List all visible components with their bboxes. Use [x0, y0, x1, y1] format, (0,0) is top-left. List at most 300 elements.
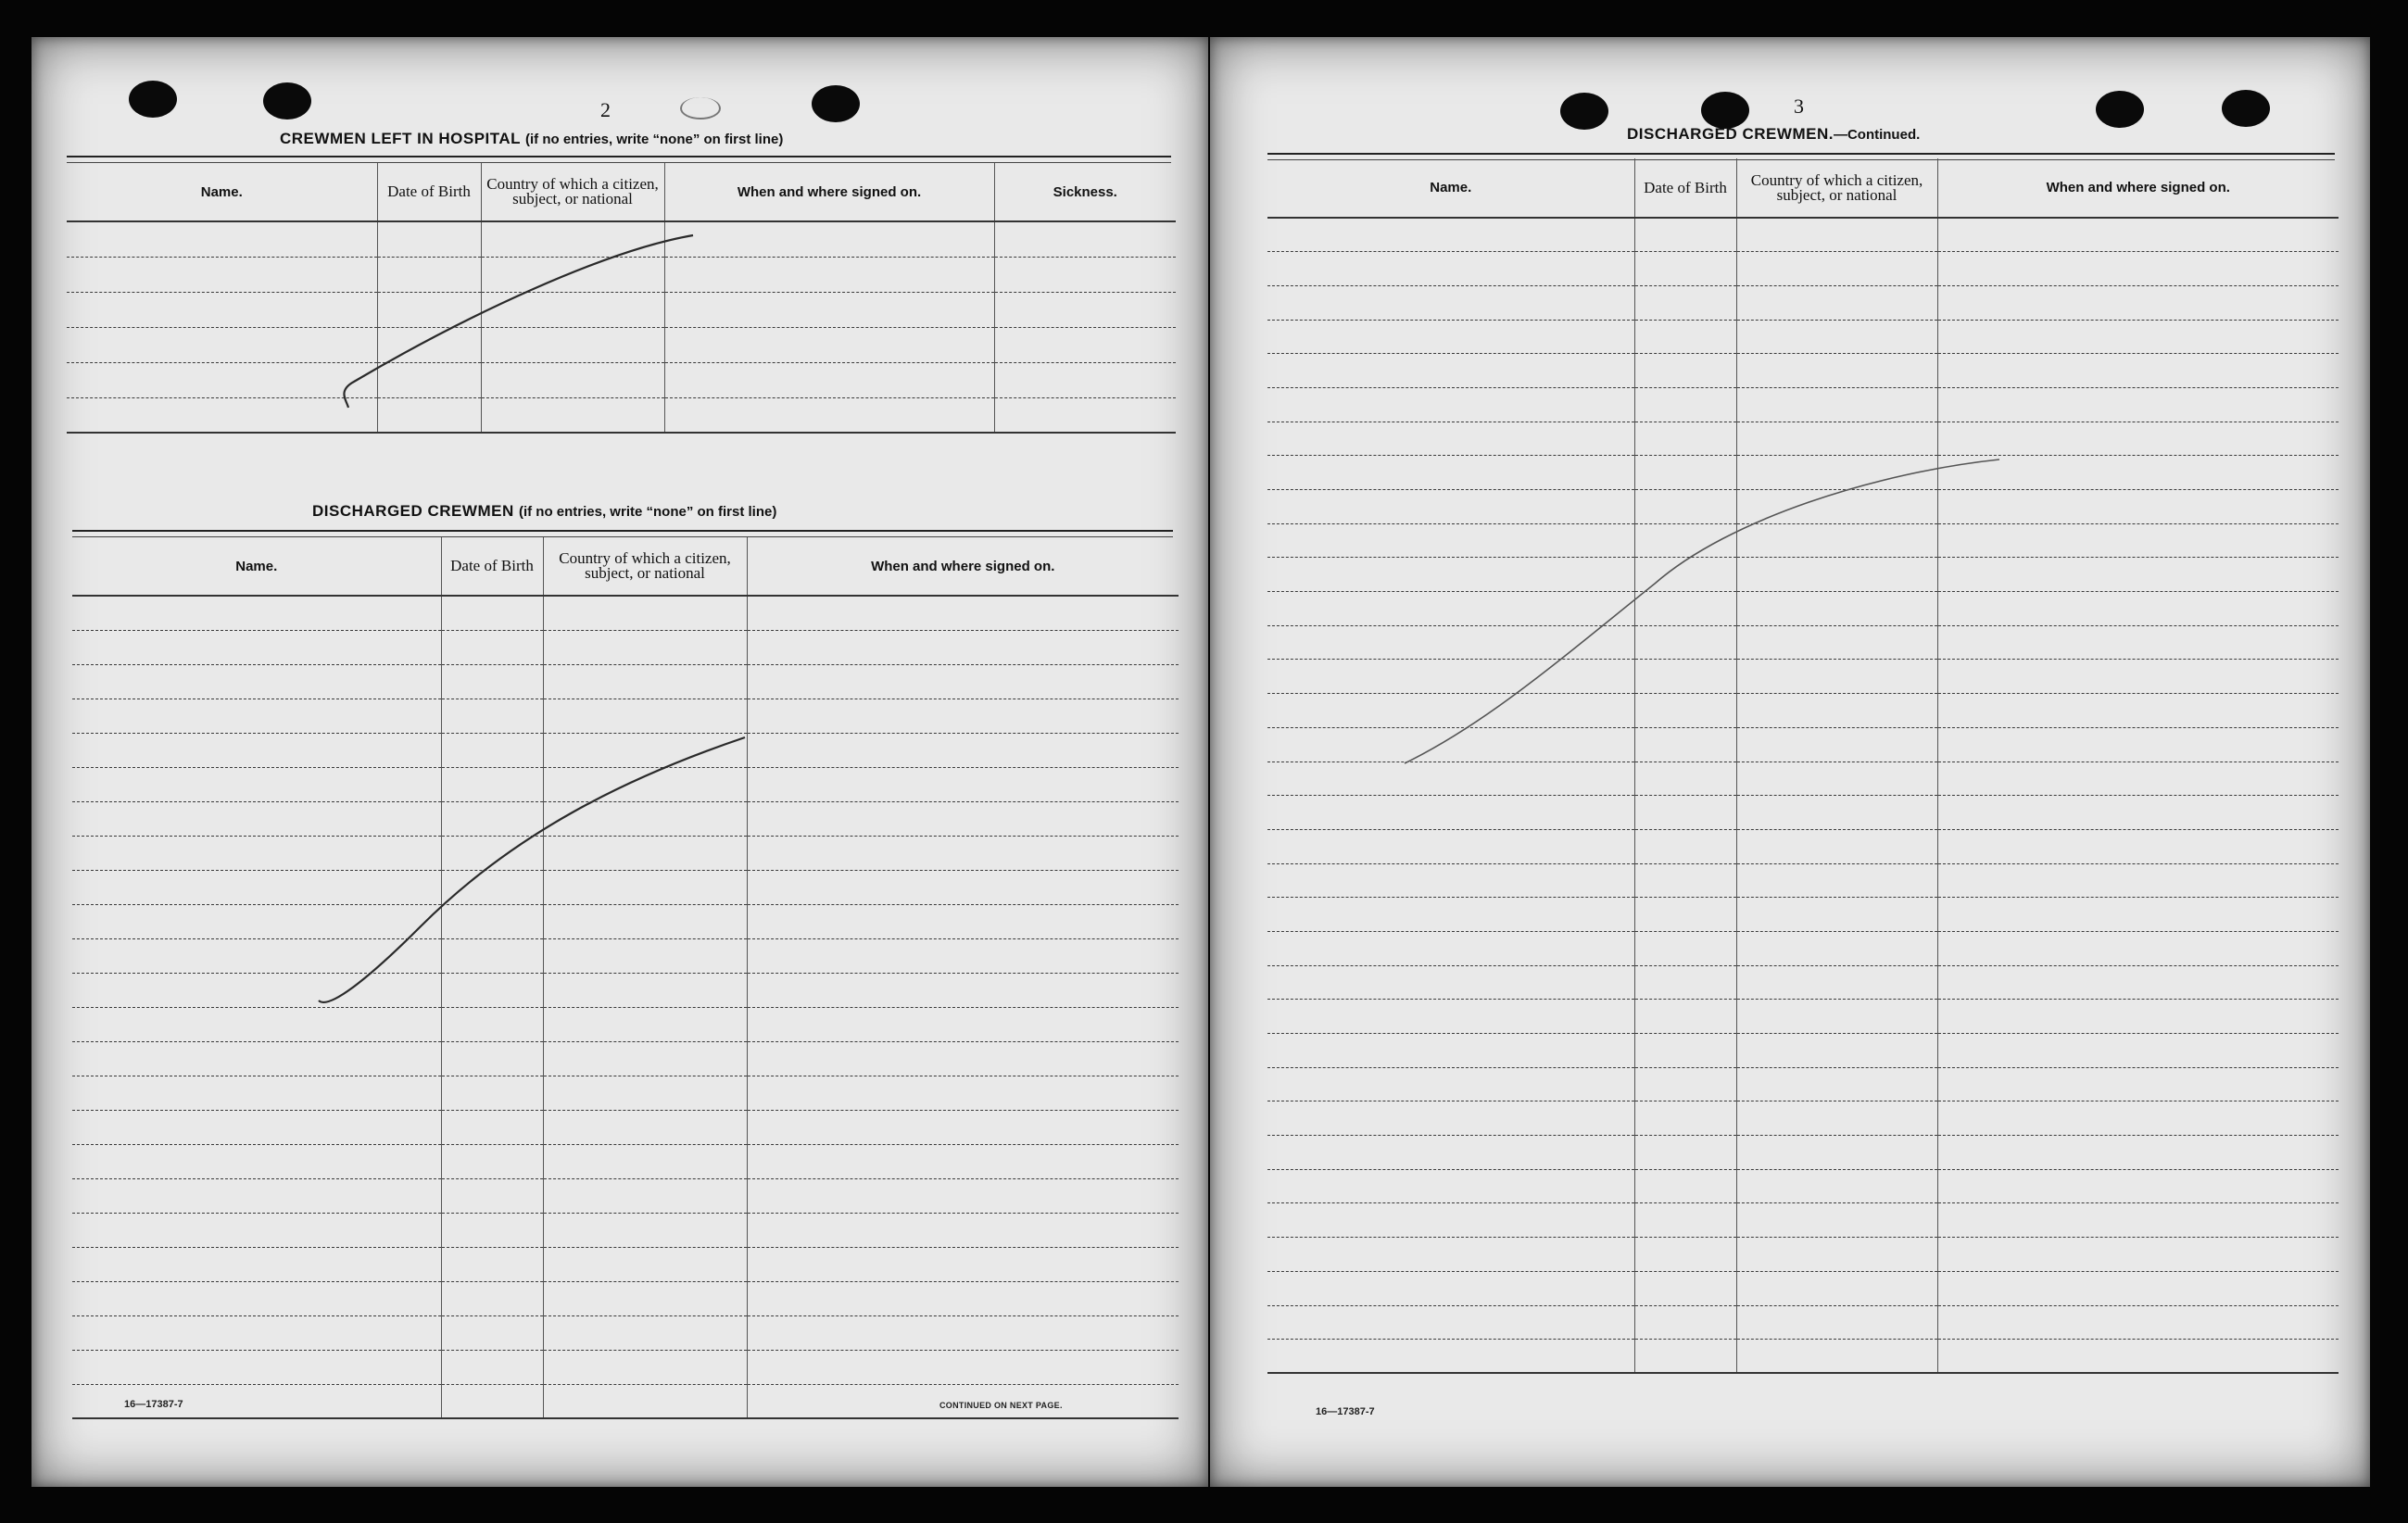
blank-entry-cell	[1267, 762, 1634, 796]
blank-entry-row	[1267, 1271, 2339, 1305]
blank-entry-cell	[1267, 456, 1634, 490]
blank-entry-cell	[543, 1178, 747, 1213]
blank-entry-row	[1267, 558, 2339, 592]
blank-entry-cell	[1267, 422, 1634, 456]
blank-entry-cell	[1267, 1169, 1634, 1203]
blank-entry-cell	[72, 630, 441, 664]
blank-entry-cell	[1937, 694, 2339, 728]
header-rule	[72, 530, 1173, 537]
punch-hole-icon	[1560, 93, 1608, 130]
blank-entry-cell	[441, 630, 543, 664]
blank-entry-row	[67, 292, 1176, 327]
blank-entry-cell	[543, 630, 747, 664]
blank-entry-cell	[72, 1041, 441, 1076]
blank-entry-row	[67, 362, 1176, 397]
blank-entry-cell	[1736, 694, 1937, 728]
blank-entry-cell	[1937, 1203, 2339, 1238]
blank-entry-row	[1267, 592, 2339, 626]
blank-entry-cell	[1736, 762, 1937, 796]
blank-entry-cell	[543, 973, 747, 1007]
blank-entry-row	[1267, 965, 2339, 1000]
blank-entry-row	[72, 801, 1179, 836]
blank-entry-cell	[1267, 252, 1634, 286]
blank-entry-cell	[1634, 1271, 1736, 1305]
blank-entry-row	[72, 1076, 1179, 1110]
form-number: 16—17387-7	[124, 1399, 183, 1410]
column-header-date-of-birth: Date of Birth	[1634, 158, 1736, 218]
blank-entry-cell	[441, 1213, 543, 1247]
blank-entry-row	[72, 699, 1179, 733]
blank-entry-cell	[1937, 1000, 2339, 1034]
blank-entry-cell	[994, 257, 1176, 292]
blank-entry-cell	[1634, 898, 1736, 932]
blank-entry-cell	[1736, 660, 1937, 694]
blank-entry-cell	[1937, 965, 2339, 1000]
blank-entry-cell	[1634, 829, 1736, 863]
blank-entry-cell	[72, 596, 441, 630]
blank-entry-row	[1267, 1136, 2339, 1170]
blank-entry-cell	[481, 362, 664, 397]
blank-entry-cell	[441, 767, 543, 801]
blank-entry-cell	[1634, 490, 1736, 524]
blank-entry-cell	[72, 973, 441, 1007]
blank-entry-cell	[1267, 965, 1634, 1000]
blank-entry-cell	[1937, 1271, 2339, 1305]
punch-hole-icon	[2096, 91, 2144, 128]
blank-entry-cell	[1937, 898, 2339, 932]
blank-entry-cell	[1267, 1271, 1634, 1305]
blank-entry-cell	[377, 327, 481, 362]
blank-entry-cell	[1267, 1101, 1634, 1136]
punch-hole-icon	[263, 82, 311, 120]
blank-entry-cell	[1937, 252, 2339, 286]
blank-entry-cell	[441, 801, 543, 836]
left-page	[32, 37, 1208, 1487]
section-title	[1627, 125, 1920, 144]
blank-entry-cell	[1736, 354, 1937, 388]
blank-entry-cell	[481, 221, 664, 257]
blank-entry-cell	[1736, 422, 1937, 456]
blank-entry-cell	[441, 1178, 543, 1213]
blank-entry-cell	[377, 362, 481, 397]
blank-entry-cell	[441, 1041, 543, 1076]
blank-entry-cell	[1267, 727, 1634, 762]
blank-entry-cell	[1634, 523, 1736, 558]
form-number: 16—17387-7	[1316, 1406, 1375, 1417]
blank-entry-cell	[67, 257, 377, 292]
blank-entry-row	[72, 1178, 1179, 1213]
blank-entry-cell	[1267, 1203, 1634, 1238]
header-rule	[67, 156, 1171, 163]
blank-entry-cell	[1736, 1136, 1937, 1170]
blank-entry-cell	[441, 938, 543, 973]
column-header-date-of-birth: Date of Birth	[441, 537, 543, 596]
blank-entry-cell	[1634, 625, 1736, 660]
blank-entry-cell	[543, 767, 747, 801]
blank-entry-cell	[747, 699, 1179, 733]
blank-entry-row	[67, 221, 1176, 257]
blank-entry-row	[1267, 660, 2339, 694]
blank-entry-row	[1267, 1203, 2339, 1238]
blank-entry-cell	[747, 938, 1179, 973]
blank-entry-cell	[1937, 456, 2339, 490]
blank-entry-cell	[1736, 1169, 1937, 1203]
section-heading: DISCHARGED CREWMEN.	[1627, 125, 1834, 143]
blank-entry-cell	[1634, 1305, 1736, 1340]
blank-entry-cell	[1736, 285, 1937, 320]
blank-entry-cell	[1736, 1000, 1937, 1034]
blank-entry-cell	[1937, 1101, 2339, 1136]
blank-entry-cell	[1267, 1305, 1634, 1340]
blank-entry-cell	[1267, 1238, 1634, 1272]
blank-entry-cell	[1736, 387, 1937, 422]
hospital-table	[67, 163, 1176, 434]
blank-entry-cell	[1267, 863, 1634, 898]
blank-entry-cell	[1634, 1238, 1736, 1272]
blank-entry-cell	[1937, 1136, 2339, 1170]
blank-entry-cell	[664, 362, 994, 397]
blank-entry-row	[1267, 762, 2339, 796]
blank-entry-cell	[747, 1041, 1179, 1076]
blank-entry-row	[72, 836, 1179, 870]
blank-entry-cell	[1634, 965, 1736, 1000]
discharged-section-note: (if no entries, write “none” on first line)	[518, 504, 777, 520]
blank-entry-cell	[1937, 1305, 2339, 1340]
blank-entry-cell	[747, 1350, 1179, 1384]
blank-entry-cell	[1736, 829, 1937, 863]
blank-entry-cell	[72, 1007, 441, 1041]
discharged-section-title	[312, 502, 776, 521]
column-header-signed-on: When and where signed on.	[747, 537, 1179, 596]
blank-entry-cell	[1937, 1169, 2339, 1203]
blank-entry-cell	[543, 1350, 747, 1384]
blank-entry-cell	[747, 1007, 1179, 1041]
blank-entry-cell	[1736, 1203, 1937, 1238]
blank-entry-cell	[1267, 320, 1634, 354]
blank-entry-cell	[1634, 727, 1736, 762]
blank-entry-row	[1267, 727, 2339, 762]
blank-entry-cell	[67, 397, 377, 433]
blank-entry-cell	[377, 221, 481, 257]
blank-entry-cell	[1937, 727, 2339, 762]
blank-entry-cell	[1634, 694, 1736, 728]
blank-entry-cell	[543, 836, 747, 870]
section-heading-suffix: —Continued.	[1833, 127, 1921, 143]
blank-entry-cell	[1267, 898, 1634, 932]
blank-entry-cell	[1267, 285, 1634, 320]
blank-entry-cell	[441, 596, 543, 630]
blank-entry-cell	[543, 870, 747, 904]
column-header-name: Name.	[67, 163, 377, 221]
blank-entry-row	[1267, 523, 2339, 558]
blank-entry-cell	[1736, 320, 1937, 354]
blank-entry-cell	[481, 327, 664, 362]
blank-entry-cell	[441, 1281, 543, 1315]
blank-entry-cell	[747, 1178, 1179, 1213]
punch-hole-icon	[680, 97, 721, 120]
blank-entry-cell	[72, 801, 441, 836]
blank-entry-cell	[1937, 320, 2339, 354]
blank-entry-cell	[1736, 1238, 1937, 1272]
punch-hole-icon	[129, 81, 177, 118]
blank-entry-cell	[1937, 1340, 2339, 1374]
blank-entry-cell	[543, 1144, 747, 1178]
blank-entry-cell	[1736, 727, 1937, 762]
blank-entry-cell	[72, 836, 441, 870]
blank-entry-cell	[543, 938, 747, 973]
blank-entry-cell	[1937, 863, 2339, 898]
blank-entry-cell	[543, 1110, 747, 1144]
blank-entry-cell	[1634, 1340, 1736, 1374]
blank-entry-cell	[72, 938, 441, 973]
blank-entry-cell	[441, 1007, 543, 1041]
blank-entry-cell	[543, 1315, 747, 1350]
blank-entry-cell	[747, 1247, 1179, 1281]
hospital-section-heading: CREWMEN LEFT IN HOSPITAL	[280, 130, 521, 147]
blank-entry-row	[72, 904, 1179, 938]
blank-entry-cell	[1634, 252, 1736, 286]
blank-entry-row	[72, 1144, 1179, 1178]
blank-entry-cell	[1267, 796, 1634, 830]
blank-entry-cell	[747, 1281, 1179, 1315]
blank-entry-cell	[441, 699, 543, 733]
hospital-section-note: (if no entries, write “none” on first line)	[525, 132, 784, 147]
blank-entry-cell	[747, 1110, 1179, 1144]
blank-entry-cell	[1267, 592, 1634, 626]
blank-entry-cell	[1736, 965, 1937, 1000]
blank-entry-cell	[67, 221, 377, 257]
blank-entry-cell	[1267, 1340, 1634, 1374]
blank-entry-cell	[1736, 625, 1937, 660]
blank-entry-row	[1267, 1340, 2339, 1374]
blank-entry-row	[1267, 829, 2339, 863]
blank-entry-cell	[994, 292, 1176, 327]
blank-entry-cell	[664, 397, 994, 433]
blank-entry-row	[1267, 354, 2339, 388]
blank-entry-row	[1267, 320, 2339, 354]
blank-entry-cell	[1634, 931, 1736, 965]
blank-entry-cell	[664, 221, 994, 257]
blank-entry-cell	[72, 1076, 441, 1110]
blank-entry-row	[1267, 1169, 2339, 1203]
blank-entry-row	[72, 767, 1179, 801]
blank-entry-cell	[1937, 762, 2339, 796]
blank-entry-cell	[72, 733, 441, 767]
blank-entry-cell	[441, 870, 543, 904]
blank-entry-cell	[543, 733, 747, 767]
blank-entry-row	[1267, 252, 2339, 286]
blank-entry-cell	[543, 1076, 747, 1110]
blank-entry-cell	[543, 596, 747, 630]
blank-entry-cell	[441, 1384, 543, 1418]
column-header-name: Name.	[72, 537, 441, 596]
blank-entry-cell	[1937, 354, 2339, 388]
blank-entry-row	[1267, 1101, 2339, 1136]
blank-entry-cell	[1937, 285, 2339, 320]
blank-entry-cell	[1736, 796, 1937, 830]
blank-entry-cell	[747, 904, 1179, 938]
blank-entry-cell	[747, 1213, 1179, 1247]
blank-entry-cell	[747, 1076, 1179, 1110]
blank-entry-cell	[1736, 863, 1937, 898]
blank-entry-row	[72, 1315, 1179, 1350]
discharged-continued-table	[1267, 158, 2339, 1374]
blank-entry-row	[1267, 1305, 2339, 1340]
blank-entry-row	[72, 1213, 1179, 1247]
right-page	[1210, 37, 2370, 1487]
blank-entry-cell	[664, 327, 994, 362]
blank-entry-cell	[1267, 218, 1634, 252]
blank-entry-cell	[1267, 829, 1634, 863]
blank-entry-cell	[747, 1144, 1179, 1178]
blank-entry-cell	[441, 1076, 543, 1110]
blank-entry-cell	[72, 1350, 441, 1384]
blank-entry-cell	[1937, 931, 2339, 965]
blank-entry-cell	[441, 664, 543, 699]
blank-entry-row	[1267, 490, 2339, 524]
blank-entry-cell	[1736, 490, 1937, 524]
blank-entry-cell	[72, 1110, 441, 1144]
blank-entry-cell	[441, 1144, 543, 1178]
blank-entry-cell	[441, 836, 543, 870]
blank-entry-row	[67, 327, 1176, 362]
page-number: 2	[600, 98, 611, 121]
column-header-signed-on: When and where signed on.	[1937, 158, 2339, 218]
blank-entry-cell	[1267, 625, 1634, 660]
blank-entry-cell	[1634, 387, 1736, 422]
blank-entry-cell	[1634, 1136, 1736, 1170]
blank-entry-cell	[1634, 218, 1736, 252]
blank-entry-cell	[1736, 1340, 1937, 1374]
column-header-signed-on: When and where signed on.	[664, 163, 994, 221]
blank-entry-cell	[1634, 422, 1736, 456]
blank-entry-cell	[543, 699, 747, 733]
blank-entry-cell	[1634, 354, 1736, 388]
blank-entry-cell	[72, 870, 441, 904]
blank-entry-cell	[1937, 660, 2339, 694]
blank-entry-cell	[747, 733, 1179, 767]
blank-entry-cell	[1634, 592, 1736, 626]
hospital-section-title	[280, 130, 783, 148]
continued-note: CONTINUED ON NEXT PAGE.	[939, 1401, 1063, 1410]
blank-entry-row	[1267, 1067, 2339, 1101]
blank-entry-cell	[543, 664, 747, 699]
blank-entry-cell	[1736, 898, 1937, 932]
blank-entry-cell	[1267, 558, 1634, 592]
blank-entry-cell	[67, 362, 377, 397]
blank-entry-row	[72, 630, 1179, 664]
blank-entry-cell	[72, 1144, 441, 1178]
blank-entry-row	[67, 257, 1176, 292]
blank-entry-cell	[1736, 1067, 1937, 1101]
blank-entry-cell	[1634, 1169, 1736, 1203]
blank-entry-cell	[1267, 1000, 1634, 1034]
blank-entry-cell	[1736, 1305, 1937, 1340]
blank-entry-row	[1267, 863, 2339, 898]
column-header-name: Name.	[1267, 158, 1634, 218]
discharged-table	[72, 537, 1179, 1419]
blank-entry-cell	[543, 1041, 747, 1076]
blank-entry-cell	[377, 397, 481, 433]
blank-entry-row	[1267, 422, 2339, 456]
column-header-date-of-birth: Date of Birth	[377, 163, 481, 221]
blank-entry-cell	[377, 292, 481, 327]
blank-entry-cell	[1267, 490, 1634, 524]
blank-entry-cell	[1937, 592, 2339, 626]
blank-entry-cell	[67, 327, 377, 362]
blank-entry-cell	[1267, 1067, 1634, 1101]
blank-entry-cell	[747, 836, 1179, 870]
blank-entry-cell	[1267, 354, 1634, 388]
blank-entry-cell	[441, 1247, 543, 1281]
blank-entry-cell	[1736, 1271, 1937, 1305]
blank-entry-cell	[1267, 931, 1634, 965]
blank-entry-cell	[1937, 1238, 2339, 1272]
blank-entry-cell	[72, 664, 441, 699]
blank-entry-cell	[747, 801, 1179, 836]
blank-entry-cell	[1736, 252, 1937, 286]
blank-entry-cell	[1267, 1034, 1634, 1068]
blank-entry-cell	[72, 1178, 441, 1213]
blank-entry-cell	[1634, 320, 1736, 354]
page-number: 3	[1794, 94, 1804, 118]
blank-entry-cell	[1736, 931, 1937, 965]
column-header-country: Country of which a citizen, subject, or national	[1736, 158, 1937, 218]
blank-entry-cell	[441, 1315, 543, 1350]
blank-entry-cell	[1634, 796, 1736, 830]
blank-entry-cell	[1736, 523, 1937, 558]
blank-entry-cell	[72, 767, 441, 801]
blank-entry-cell	[747, 767, 1179, 801]
blank-entry-cell	[543, 904, 747, 938]
blank-entry-cell	[747, 630, 1179, 664]
blank-entry-row	[72, 1247, 1179, 1281]
blank-entry-cell	[747, 973, 1179, 1007]
blank-entry-cell	[1937, 523, 2339, 558]
blank-entry-cell	[543, 1213, 747, 1247]
blank-entry-cell	[1634, 285, 1736, 320]
blank-entry-cell	[543, 1007, 747, 1041]
blank-entry-row	[1267, 1000, 2339, 1034]
blank-entry-cell	[747, 664, 1179, 699]
blank-entry-cell	[543, 1281, 747, 1315]
blank-entry-cell	[441, 973, 543, 1007]
column-header-country: Country of which a citizen, subject, or national	[543, 537, 747, 596]
blank-entry-cell	[377, 257, 481, 292]
blank-entry-cell	[1937, 1067, 2339, 1101]
column-header-sickness: Sickness.	[994, 163, 1176, 221]
blank-entry-cell	[1736, 1101, 1937, 1136]
blank-entry-cell	[1634, 1000, 1736, 1034]
blank-entry-row	[72, 1281, 1179, 1315]
blank-entry-row	[1267, 796, 2339, 830]
blank-entry-cell	[72, 1213, 441, 1247]
blank-entry-cell	[67, 292, 377, 327]
blank-entry-cell	[994, 221, 1176, 257]
blank-entry-cell	[72, 1281, 441, 1315]
blank-entry-cell	[1937, 625, 2339, 660]
blank-entry-row	[72, 1007, 1179, 1041]
blank-entry-cell	[481, 257, 664, 292]
blank-entry-row	[1267, 387, 2339, 422]
blank-entry-cell	[994, 327, 1176, 362]
blank-entry-row	[72, 1041, 1179, 1076]
blank-entry-cell	[441, 733, 543, 767]
blank-entry-cell	[1736, 558, 1937, 592]
blank-entry-cell	[1937, 387, 2339, 422]
punch-hole-icon	[1701, 92, 1749, 129]
blank-entry-cell	[1634, 558, 1736, 592]
